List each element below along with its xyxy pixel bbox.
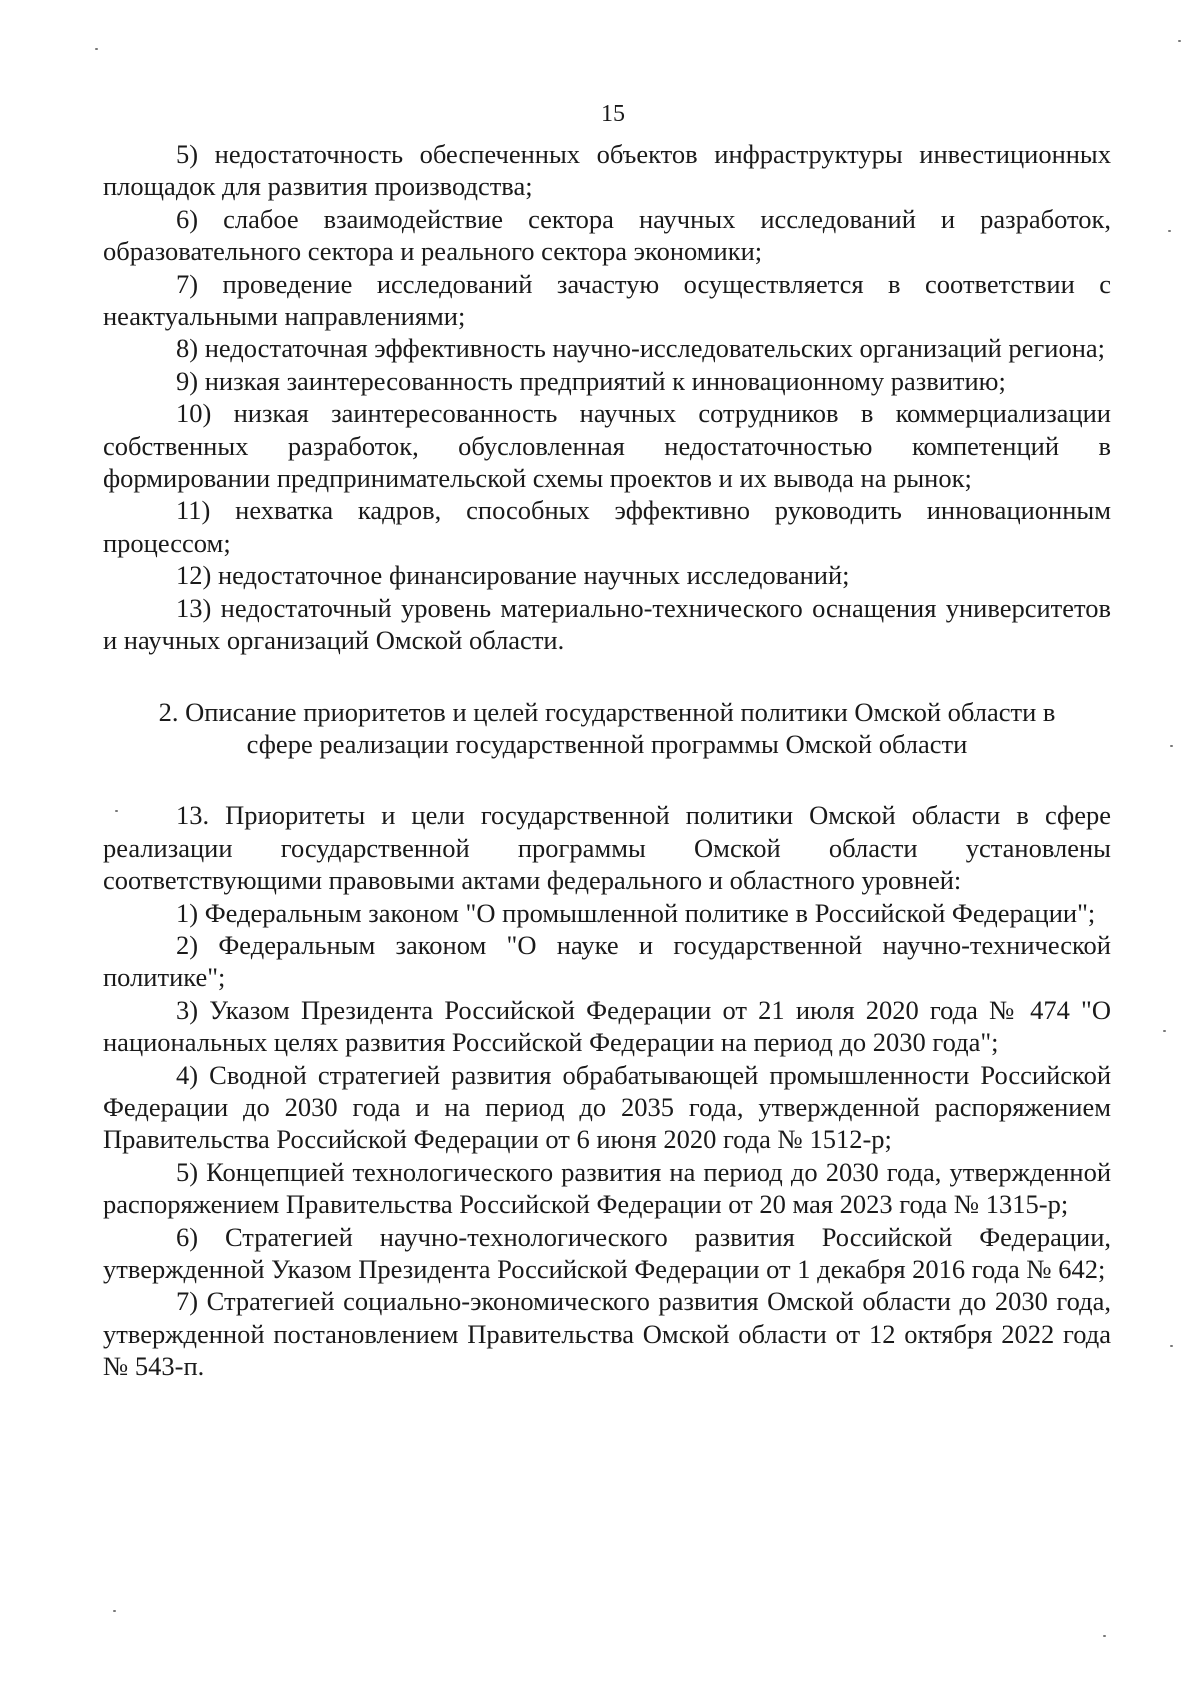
section-heading xyxy=(103,696,1111,761)
legal-act-6: 6) Стратегией научно-технологического развития Российской Федерации, утвержденной Указом Президента Российской Федерации от 1 декабря 2016 года № 642; xyxy=(103,1221,1111,1284)
list-item-5: 5) недостаточность обеспеченных объектов инфраструктуры инвестиционных площадок для развития производства; xyxy=(103,139,1111,202)
legal-act-2: 2) Федеральным законом "О науке и государственной научно-технической политике"; xyxy=(103,929,1111,993)
section-heading-line-1: 2. Описание приоритетов и целей государственной политики Омской области в xyxy=(158,696,1056,727)
list-item-13: 13) недостаточный уровень материально-технического оснащения университетов и научных организаций Омской области. xyxy=(103,592,1111,656)
list-item-6: 6) слабое взаимодействие сектора научных исследований и разработок, образовательного сектора и реального сектора экономики; xyxy=(103,203,1111,267)
scan-speck xyxy=(1103,1635,1106,1637)
scan-speck xyxy=(1170,745,1173,747)
list-item-8: 8) недостаточная эффективность научно-исследовательских организаций региона; xyxy=(176,333,1106,364)
scan-speck xyxy=(1163,1030,1166,1032)
scan-speck xyxy=(95,48,98,50)
clause-13: 13. Приоритеты и цели государственной политики Омской области в сфере реализации государственной программы Омской области установлены соответствующими правовыми актами федерального и областного уровней: xyxy=(103,800,1111,896)
page-number: 15 xyxy=(601,101,625,127)
scan-speck xyxy=(1178,40,1181,42)
list-item-10: 10) низкая заинтересованность научных сотрудников в коммерциализации собственных разработок, обусловленная недостаточностью компетенций в формировании предпринимательской схемы проектов и их вывода на рынок; xyxy=(103,398,1111,494)
legal-act-3: 3) Указом Президента Российской Федерации от 21 июля 2020 года № 474 "О национальных целях развития Российской Федерации на период до 2030 года"; xyxy=(103,994,1111,1058)
section-heading-line-2: сфере реализации государственной программы Омской области xyxy=(246,728,968,759)
list-item-12: 12) недостаточное финансирование научных исследований; xyxy=(176,560,850,591)
legal-act-7: 7) Стратегией социально-экономического развития Омской области до 2030 года, утвержденной постановлением Правительства Омской области от 12 октября 2022 года № 543-п. xyxy=(103,1286,1111,1382)
scan-speck xyxy=(1168,230,1171,232)
list-item-11: 11) нехватка кадров, способных эффективно руководить инновационным процессом; xyxy=(103,495,1111,558)
list-item-7: 7) проведение исследований зачастую осуществляется в соответствии с неактуальными направлениями; xyxy=(103,268,1111,332)
legal-act-1: 1) Федеральным законом "О промышленной политике в Российской Федерации"; xyxy=(176,897,1096,928)
scan-speck xyxy=(1170,1345,1173,1347)
document-page xyxy=(103,100,1111,1383)
scan-speck xyxy=(115,810,118,812)
legal-act-4: 4) Сводной стратегией развития обрабатывающей промышленности Российской Федерации до 2030 года и на период до 2035 года, утвержденной распоряжением Правительства Российской Федерации от 6 июня 2020 года № 1512-р; xyxy=(103,1059,1111,1155)
scan-speck xyxy=(113,1610,116,1612)
legal-act-5: 5) Концепцией технологического развития на период до 2030 года, утвержденной распоряжением Правительства Российской Федерации от 20 мая 2023 года № 1315-р; xyxy=(103,1156,1111,1220)
list-item-9: 9) низкая заинтересованность предприятий к инновационному развитию; xyxy=(176,365,1006,396)
